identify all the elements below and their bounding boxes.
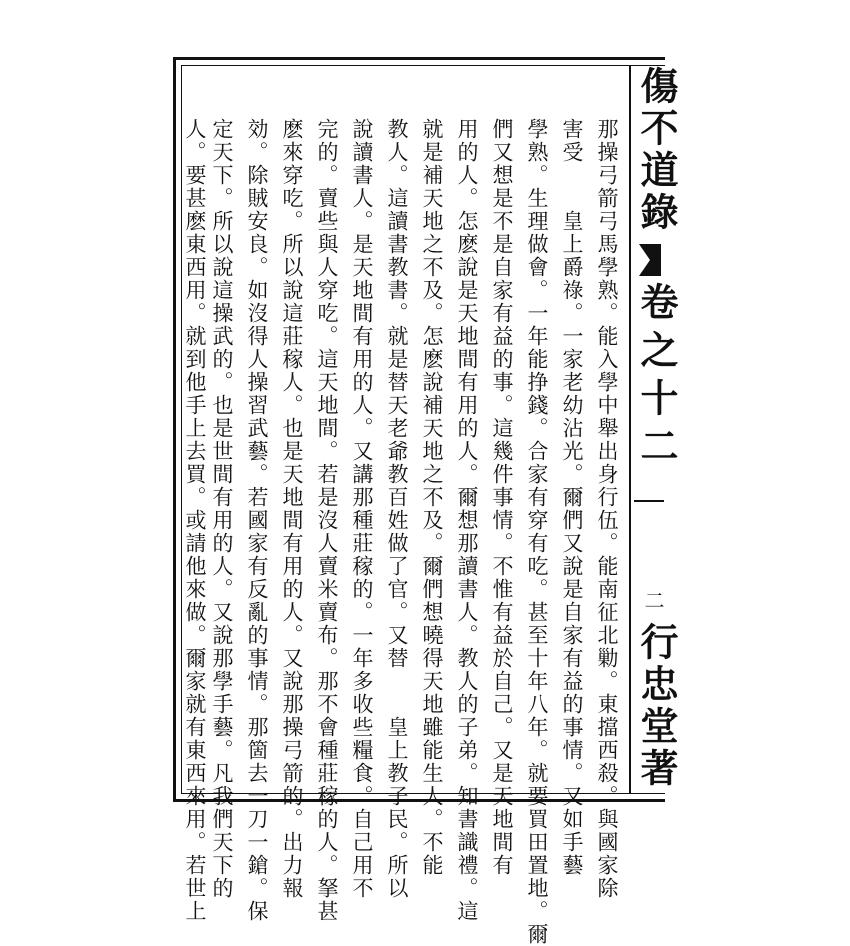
text-column-6: 就是補天地之不及。怎麽說補天地之不及。爾們想曉得天地雖能生人。不能 — [420, 118, 444, 877]
text-column-5: 用的人。怎麽說是天地間有用的人。爾想那讀書人。教人的子弟。知書識禮。這 — [455, 118, 479, 923]
text-column-4: 們又想是不是自家有益的事。這幾件事情。不惟有益於自己。又是天地間有 — [490, 118, 514, 877]
margin-rule — [634, 500, 664, 502]
text-column-10: 麽來穿吃。所以說這莊稼人。也是天地間有用的人。又說那操弓箭的。出力報 — [280, 118, 304, 900]
book-title: 傷不道錄 — [634, 66, 679, 234]
text-column-3: 學熟。生理做會。一年能挣錢。合家有穿有吃。甚至十年八年。就要買田置地。爾 — [525, 118, 549, 946]
volume-label: 卷之十二 — [634, 282, 679, 474]
text-column-8: 說讀書人。是天地間有用的人。又講那種莊稼的。一年多收些糧食。自己用不 — [350, 118, 374, 900]
text-column-13: 人。要甚麽東西用。就到他手上去買。或請他來做。爾家就有東西來用。若世上 — [183, 118, 207, 923]
margin-divider — [629, 66, 631, 794]
text-column-2: 害受 皇上爵祿。一家老幼沾光。爾們又說是自家有益的事情。又如手藝 — [560, 118, 584, 877]
text-column-9: 完的。賣些與人穿吃。這天地間。若是沒人賣米賣布。那不會種莊稼的人。拏甚 — [315, 118, 339, 923]
text-column-1: 那操弓箭弓馬學熟。能入學中舉出身行伍。能南征北勦。東擋西殺。與國家除 — [595, 118, 619, 900]
publisher-hall: 行忠堂著 — [634, 622, 679, 790]
text-column-7: 教人。這讀書教書。就是替天老爺教百姓做了官。又替 皇上教子民。所以 — [385, 118, 409, 900]
page-number: 二 — [641, 590, 665, 610]
text-column-11: 効。除賊安良。如沒得人操習武藝。若國家有反亂的事情。那箇去一刀一鎗。保 — [245, 118, 269, 923]
fish-tail-mark-icon — [637, 242, 663, 278]
text-column-12: 定天下。所以說這操武的。也是世間有用的人。又說那學手藝。凡我們天下的 — [210, 118, 234, 900]
